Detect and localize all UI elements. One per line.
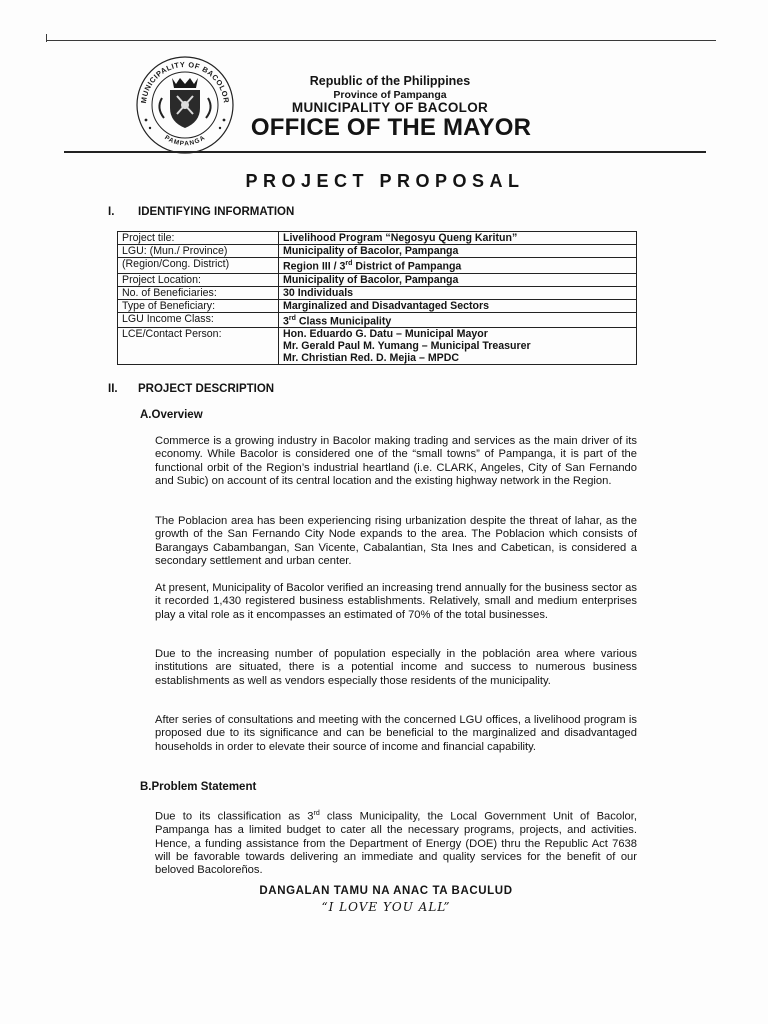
table-value (279, 312, 637, 328)
paragraph-part: class Municipality, the Local Government Unit of Bacolor, Pampanga has a limited budget to cater all the necessary programs, projects, and activities. Hence, a funding assistance from the Department of Energy (DOE) thru the Republic Act 7638 will be favorable towards delivering an immediate and quality services for the benefit of our beloved Bacoloreños. (155, 810, 637, 877)
paragraph: At present, Municipality of Bacolor verified an increasing trend annually for the business sector as it recorded 1,430 registered business establishments. Relatively, small and medium enterprises play a vital role as it encompasses an estimated of 70% of the total businesses. (155, 582, 637, 621)
table-key: (Region/Cong. District) (118, 258, 279, 274)
section-number: II. (108, 383, 118, 395)
table-key: Type of Beneficiary: (118, 299, 279, 312)
footer-tagline: “I LOVE YOU ALL” (321, 900, 451, 914)
svg-text:PAMPANGA (163, 134, 207, 147)
table-row (118, 286, 637, 299)
paragraph: After series of consultations and meeting with the concerned LGU offices, a livelihood program is proposed due to its significance and can be beneficial to the marginalized and disadvantaged households in order to elevate their source of income and financial capability. (155, 714, 637, 753)
table-row (118, 258, 637, 274)
seal-text-bottom: PAMPANGA (163, 134, 207, 148)
table-value: Marginalized and Disadvantaged Sectors (279, 299, 637, 312)
table-row (118, 312, 637, 328)
value-part: Class Municipality (295, 315, 392, 328)
scan-edge-line (46, 40, 716, 41)
ordinal-suffix: rd (313, 810, 320, 817)
table-value: Municipality of Bacolor, Pampanga (279, 245, 637, 258)
header-province: Province of Pampanga (333, 89, 447, 101)
section-number: I. (108, 206, 115, 218)
seal-crest (159, 78, 210, 128)
table-row (118, 232, 637, 245)
table-row (118, 299, 637, 312)
table-key: No. of Beneficiaries: (118, 286, 279, 299)
table-row (118, 273, 637, 286)
ordinal-suffix: rd (345, 260, 353, 267)
value-part: District of Pampanga (352, 260, 462, 273)
value-part: Region III / 3 (283, 260, 346, 273)
table-key: LGU Income Class: (118, 312, 279, 328)
seal-text-top: MUNICIPALITY OF BACOLOR (139, 59, 231, 104)
table-row (118, 328, 637, 365)
contact-line: Hon. Eduardo G. Datu – Municipal Mayor (283, 328, 488, 341)
contact-line: Mr. Gerald Paul M. Yumang – Municipal Treasurer (283, 340, 531, 353)
ordinal-suffix: rd (288, 314, 296, 322)
contact-line: Mr. Christian Red. D. Mejia – MPDC (283, 352, 460, 365)
paragraph (155, 807, 637, 878)
table-value: Municipality of Bacolor, Pampanga (279, 273, 637, 286)
paragraph: Commerce is a growing industry in Bacolor making trading and services as the main driver of its economy. While Bacolor is considered one of the “small towns” of Pampanga, it is part of the functional orbit of the Region’s industrial heartland (i.e. CLARK, Angeles, City of San Fernando and Subic) on account of its central location and the existing highway network in the Region. (155, 435, 637, 488)
document-title: PROJECT PROPOSAL (245, 171, 525, 191)
header-municipality: MUNICIPALITY OF BACOLOR (291, 100, 489, 115)
section-heading: PROJECT DESCRIPTION (138, 383, 275, 395)
header-divider (64, 151, 706, 153)
municipal-seal (132, 54, 238, 156)
header-office-title: OFFICE OF THE MAYOR (250, 114, 532, 141)
paragraph: The Poblacion area has been experiencing rising urbanization despite the threat of lahar, as the growth of the San Fernando City Node expands to the area. The Poblacion which consists of Barangays Cabambangan, San Vicente, Cabalantian, Sta Ines and Cabetican, is considered a secondary settlement and urban center. (155, 515, 637, 568)
table-key: Project Location: (118, 273, 279, 286)
table-value (279, 258, 637, 274)
paragraph: Due to the increasing number of population especially in the población area where various institutions are situated, there is a potential income and success to numerous business establishments as well as vendors especially those residents of the municipality. (155, 648, 637, 687)
table-value: Livelihood Program “Negosyu Queng Karitun” (279, 232, 637, 245)
table-value: 30 Individuals (279, 286, 637, 299)
identifying-info-table (117, 231, 637, 365)
paragraph-part: Due to its classification as 3 (155, 810, 314, 823)
subheading-overview: A.Overview (140, 409, 203, 421)
table-key: LCE/Contact Person: (118, 328, 279, 365)
table-key: Project tile: (118, 232, 279, 245)
section-heading: IDENTIFYING INFORMATION (138, 206, 295, 218)
value-part: 3 (283, 315, 289, 328)
table-key: LGU: (Mun./ Province) (118, 245, 279, 258)
footer-motto: DANGALAN TAMU NA ANAC TA BACULUD (259, 885, 513, 897)
table-value (279, 328, 637, 365)
subheading-problem-statement: B.Problem Statement (140, 781, 257, 793)
table-row (118, 245, 637, 258)
header-republic: Republic of the Philippines (309, 74, 471, 88)
